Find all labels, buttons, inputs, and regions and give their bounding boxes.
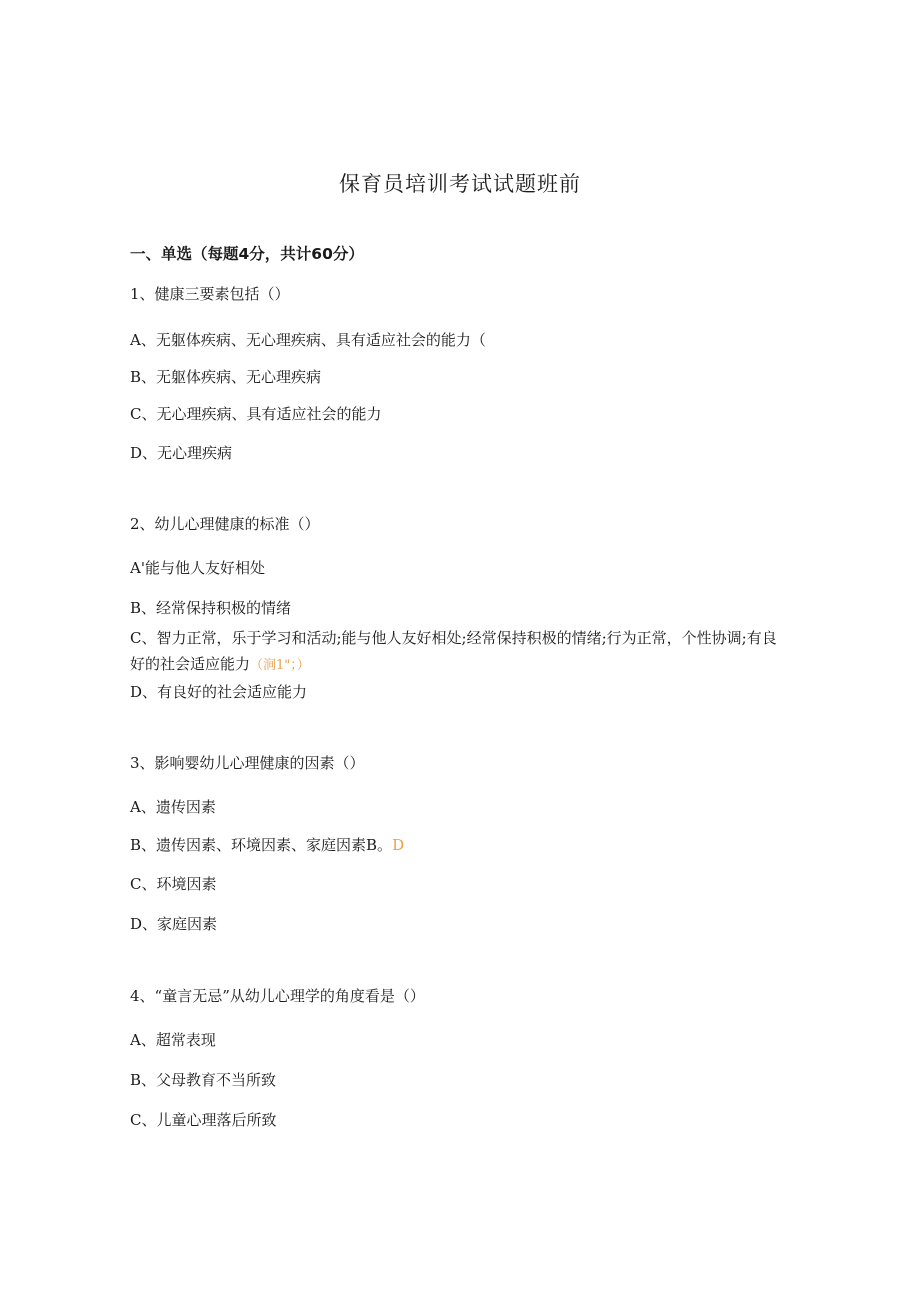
- question-2-stem: 2、幼儿心理健康的标准（）: [130, 515, 320, 533]
- question-4-option-b: B、父母教育不当所致: [130, 1071, 277, 1089]
- question-2-option-b: B、经常保持积极的情绪: [130, 599, 292, 617]
- section-heading: 一、单选（每题4分，共计60分）: [130, 245, 364, 263]
- question-2-annotation: （涧1"；）: [250, 658, 310, 673]
- question-2-option-c: C、智力正常，乐于学习和活动;能与他人友好相处;经常保持积极的情绪;行为正常，个性协调;有良好的社会适应能力: [130, 629, 777, 673]
- question-2-option-a: A'能与他人友好相处: [130, 559, 265, 577]
- question-3-option-a: A、遗传因素: [130, 798, 216, 816]
- question-3-option-d: D、家庭因素: [130, 915, 218, 933]
- question-3-option-b-block: [130, 834, 404, 855]
- question-3-option-c: C、环境因素: [130, 875, 217, 893]
- question-4-option-a: A、超常表现: [130, 1031, 216, 1049]
- question-1-option-d: D、无心理疾病: [130, 444, 233, 462]
- question-4-option-c: C、儿童心理落后所致: [130, 1111, 277, 1129]
- question-2-option-d: D、有良好的社会适应能力: [130, 683, 308, 701]
- question-1-stem: 1、健康三要素包括（）: [130, 285, 290, 303]
- question-4-stem: 4、“童言无忌”从幼儿心理学的角度看是（）: [130, 987, 425, 1005]
- question-3-stem: 3、影响婴幼儿心理健康的因素（）: [130, 754, 365, 772]
- document-title: 保育员培训考试试题班前: [339, 172, 581, 196]
- question-1-option-c: C、无心理疾病、具有适应社会的能力: [130, 405, 382, 423]
- question-1-option-b: B、无躯体疾病、无心理疾病: [130, 368, 322, 386]
- question-3-option-b: B、遗传因素、环境因素、家庭因素B。: [130, 836, 393, 854]
- question-3-annotation: D: [392, 836, 405, 854]
- question-1-option-a: A、无躯体疾病、无心理疾病、具有适应社会的能力（: [130, 331, 486, 349]
- question-2-option-c-block: [130, 625, 790, 679]
